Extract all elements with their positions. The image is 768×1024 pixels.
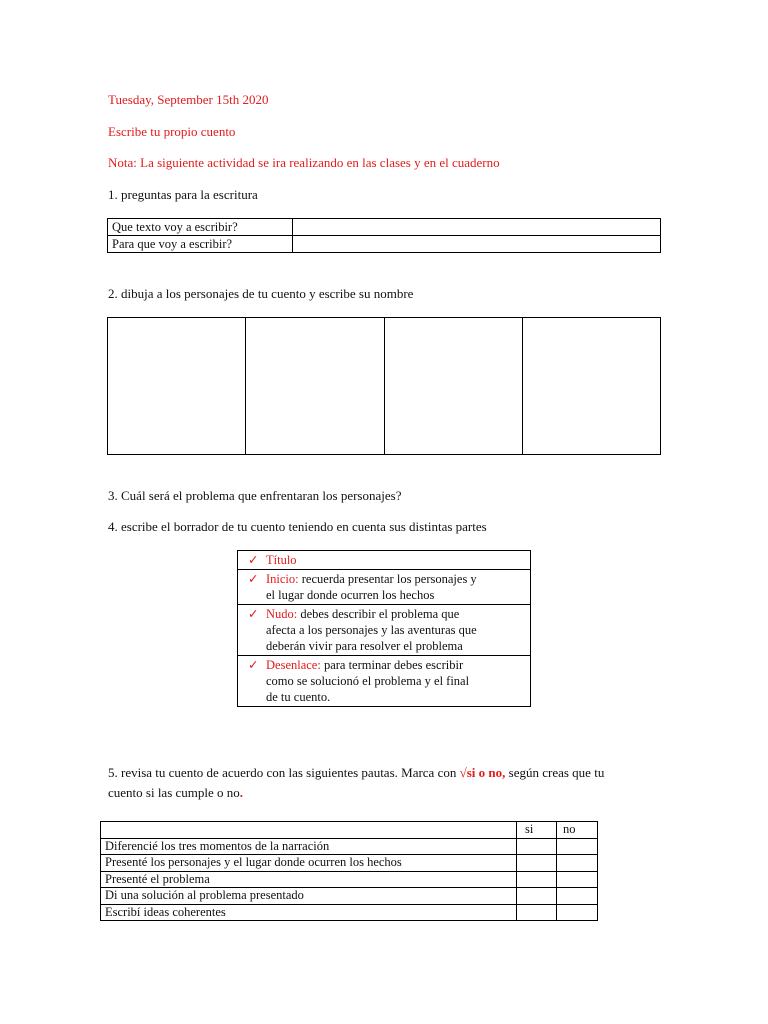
story-part-text: debes describir el problema que (297, 607, 460, 621)
si-cell[interactable] (517, 838, 557, 855)
story-part-label: Desenlace: (266, 658, 321, 672)
table-row (101, 871, 598, 888)
criteria-cell: Diferencié los tres momentos de la narración (101, 838, 517, 855)
si-cell[interactable] (517, 855, 557, 872)
question-1: 1. preguntas para la escritura (108, 187, 258, 202)
question-4: 4. escribe el borrador de tu cuento teniendo en cuenta sus distintas partes (108, 519, 487, 534)
story-part-text: para terminar debes escribir (320, 658, 464, 672)
drawing-box[interactable] (522, 318, 660, 455)
check-icon: ✓ (248, 607, 259, 621)
si-cell[interactable] (517, 871, 557, 888)
check-icon: ✓ (248, 658, 259, 672)
drawing-box[interactable] (108, 318, 246, 455)
column-header-no: no (557, 822, 598, 839)
answer-cell[interactable] (293, 219, 661, 236)
note-line: Nota: La siguiente actividad se ira realizando en las clases y en el cuaderno (108, 155, 500, 170)
no-cell[interactable] (557, 838, 598, 855)
answer-cell[interactable] (293, 236, 661, 253)
table-row (101, 904, 598, 921)
no-cell[interactable] (557, 871, 598, 888)
criteria-cell: Presenté los personajes y el lugar donde ocurren los hechos (101, 855, 517, 872)
criteria-cell: Escribí ideas coherentes (101, 904, 517, 921)
sqrt-icon: √ (459, 765, 467, 780)
check-icon: ✓ (248, 553, 259, 567)
evaluation-table (100, 821, 598, 921)
character-drawing-table (107, 317, 661, 455)
document-title: Escribe tu propio cuento (108, 124, 236, 139)
no-cell[interactable] (557, 904, 598, 921)
story-part-row (238, 551, 531, 570)
drawing-box[interactable] (246, 318, 384, 455)
si-cell[interactable] (517, 888, 557, 905)
si-o-no: si o no, (466, 765, 506, 780)
criteria-cell: Di una solución al problema presentado (101, 888, 517, 905)
story-part-text: como se solucionó el problema y el final (266, 674, 470, 688)
story-part-row (238, 570, 531, 605)
table-row (108, 219, 661, 236)
story-part-text: recuerda presentar los personajes y (298, 572, 477, 586)
question-5 (108, 765, 604, 781)
date-line: Tuesday, September 15th 2020 (108, 92, 269, 107)
story-part-label: Nudo: (266, 607, 298, 621)
writing-questions-table (107, 218, 661, 253)
table-row (101, 888, 598, 905)
story-part-text: afecta a los personajes y las aventuras que (266, 623, 477, 637)
question-3: 3. Cuál será el problema que enfrentaran los personajes? (108, 488, 402, 503)
story-parts-table (237, 550, 531, 707)
table-row (101, 855, 598, 872)
question-cell: Para que voy a escribir? (108, 236, 293, 253)
si-cell[interactable] (517, 904, 557, 921)
question-5-line-2 (108, 785, 243, 801)
q5-line-2: cuento si las cumple o no (108, 785, 240, 800)
q5-text: 5. revisa tu cuento de acuerdo con las siguientes pautas. Marca con (108, 765, 460, 780)
story-part-row (238, 656, 531, 707)
table-row (108, 236, 661, 253)
no-cell[interactable] (557, 888, 598, 905)
table-header-row (101, 822, 598, 839)
q5-line-2-dot: . (239, 785, 244, 800)
story-part-row (238, 605, 531, 656)
question-2: 2. dibuja a los personajes de tu cuento y escribe su nombre (108, 286, 414, 301)
story-part-label: Título (266, 553, 297, 567)
check-icon: ✓ (248, 572, 259, 586)
table-row (101, 838, 598, 855)
no-cell[interactable] (557, 855, 598, 872)
question-cell: Que texto voy a escribir? (108, 219, 293, 236)
story-part-text: el lugar donde ocurren los hechos (266, 588, 435, 602)
q5-text-after: según creas que tu (505, 765, 605, 780)
story-part-text: deberán vivir para resolver el problema (266, 639, 463, 653)
criteria-cell: Presenté el problema (101, 871, 517, 888)
story-part-text: de tu cuento. (266, 690, 331, 704)
column-header-si: si (517, 822, 557, 839)
story-part-label: Inicio: (266, 572, 299, 586)
drawing-box[interactable] (384, 318, 522, 455)
